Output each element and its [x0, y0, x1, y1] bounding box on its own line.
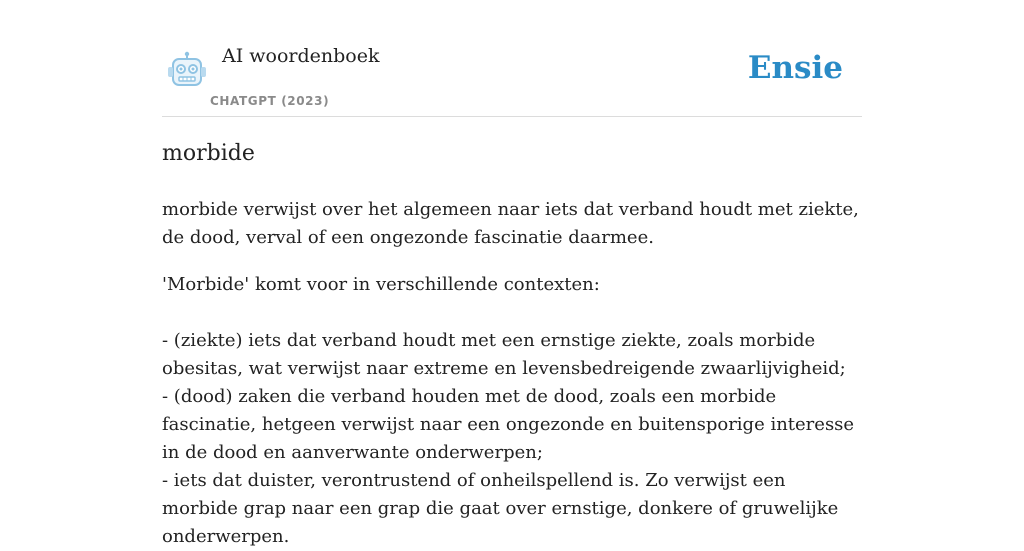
- source-subtitle: CHATGPT (2023): [210, 94, 330, 108]
- list-item: - (ziekte) iets dat verband houdt met een ernstige ziekte, zoals morbide obesitas, wat verwijst naar extreme en levensbedreigende zwaarlijvigheid;: [162, 330, 846, 379]
- robot-icon: [166, 51, 208, 89]
- ensie-logo[interactable]: Ensie: [747, 50, 843, 86]
- entry-content: [162, 138, 862, 551]
- headword: morbide: [162, 141, 255, 166]
- contexts-intro: 'Morbide' komt voor in verschillende contexten:: [162, 274, 600, 295]
- source-title[interactable]: AI woordenboek: [222, 45, 380, 67]
- list-item: - iets dat duister, verontrustend of onheilspellend is. Zo verwijst een morbide grap naar een grap die gaat over ernstige, donkere of gruwelijke onderwerpen.: [162, 470, 839, 547]
- list-item: - (dood) zaken die verband houden met de dood, zoals een morbide fascinatie, hetgeen verwijst naar een ongezonde en buitensporige interesse in de dood en aanverwante onderwerpen;: [162, 386, 855, 463]
- definition-text: morbide verwijst over het algemeen naar iets dat verband houdt met ziekte, de dood, verval of een ongezonde fascinatie daarmee.: [162, 199, 859, 248]
- contexts-list: [162, 327, 862, 551]
- source-header: [162, 0, 862, 117]
